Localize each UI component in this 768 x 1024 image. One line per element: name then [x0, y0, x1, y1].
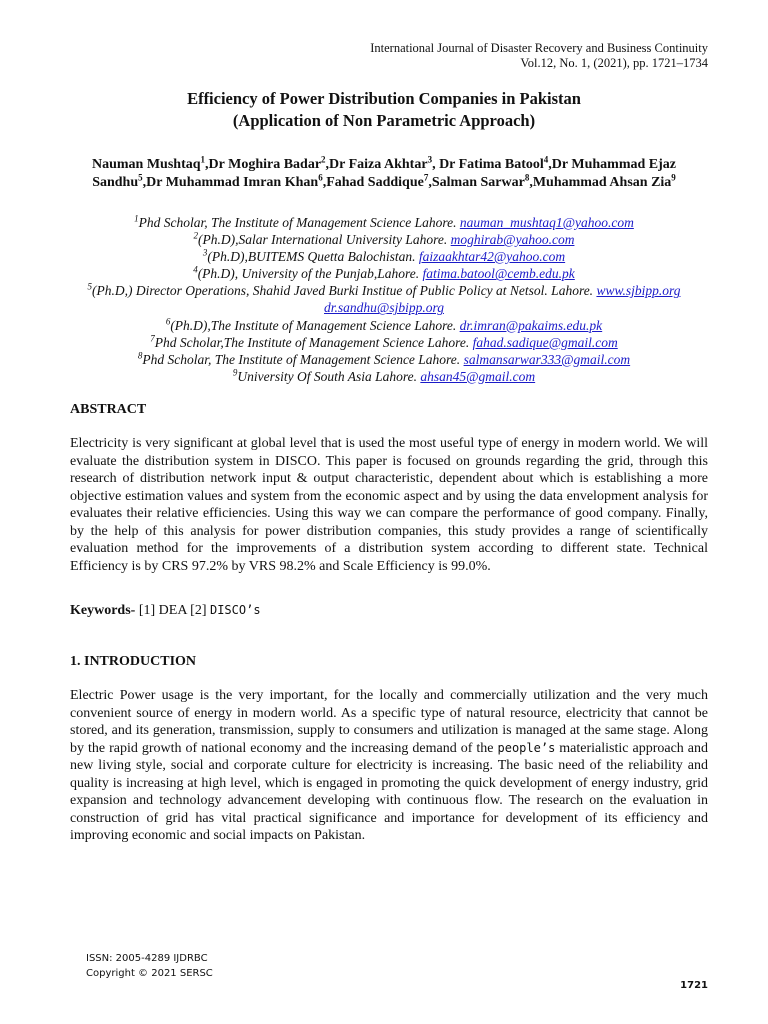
- keywords-value-mono: DISCO’s: [209, 603, 261, 617]
- author-separator: ,: [322, 175, 327, 190]
- author-sup: 7: [423, 172, 429, 183]
- keywords: [70, 603, 261, 619]
- author-name: Dr Moghira Badar: [208, 157, 322, 172]
- affiliation: [60, 334, 708, 351]
- email-link[interactable]: nauman_mushtaq1@yahoo.com: [459, 215, 634, 230]
- keywords-label: Keywords-: [70, 603, 136, 618]
- author-sup: 6: [318, 172, 323, 183]
- author-name: Dr Muhammad Imran Khan: [146, 175, 319, 190]
- keywords-value: [1] DEA [2]: [135, 603, 210, 618]
- email-link[interactable]: fatima.batool@cemb.edu.pk: [422, 266, 575, 282]
- title-line-2: (Application of Non Parametric Approach): [232, 111, 536, 130]
- author-sup: 9: [671, 172, 676, 183]
- affiliation-sup: 4: [193, 264, 198, 275]
- affiliation-text: (Ph.D), University of the Punjab,Lahore.: [197, 266, 423, 282]
- abstract-heading: ABSTRACT: [70, 402, 147, 417]
- affiliation-list: [60, 214, 708, 385]
- affiliation-text: (Ph.D,) Director Operations, Shahid Javed Burki Institue of Public Policy at Netsol. Lahore.: [92, 283, 597, 299]
- email-link[interactable]: www.sjbipp.org: [596, 283, 681, 299]
- footer: [86, 951, 213, 981]
- intro-text-mono: people’s: [497, 740, 556, 755]
- intro-text-1: Electric Power usage is the very important, for the locally and commercially utilization and the very much convenient source of energy in modern world. As a specific type of natural resource, electricity that cannot be stored, and its generation, transmission, supply to consumers and utilization is managed at the same stage. Along by the rapid growth of national economy and the increasing demand of the: [70, 688, 708, 756]
- email-link[interactable]: fahad.sadique@gmail.com: [472, 334, 618, 350]
- issn: ISSN: 2005-4289 IJDRBC: [86, 953, 208, 964]
- journal-name: International Journal of Disaster Recovery and Business Continuity: [370, 41, 708, 55]
- affiliation: [60, 248, 708, 265]
- author-list: [60, 156, 708, 192]
- author-separator: ,: [205, 157, 209, 172]
- introduction-heading: 1. INTRODUCTION: [70, 654, 197, 669]
- affiliation: [60, 282, 708, 316]
- author-sup: 5: [138, 172, 143, 183]
- affiliation-text: Phd Scholar,The Institute of Management Science Lahore.: [154, 334, 473, 350]
- author-name: Fahad Saddique: [326, 175, 424, 190]
- affiliation-text: Phd Scholar, The Institute of Management Science Lahore.: [142, 351, 464, 367]
- author-separator: ,: [142, 175, 147, 190]
- affiliation: [60, 265, 708, 282]
- copyright: Copyright © 2021 SERSC: [86, 968, 213, 979]
- author-separator: ,: [325, 157, 330, 172]
- author-name: Dr Muhammad Ejaz Sandhu: [92, 157, 676, 190]
- email-link[interactable]: dr.sandhu@sjbipp.org: [324, 300, 444, 316]
- affiliation-text: Phd Scholar, The Institute of Management Science Lahore.: [138, 215, 460, 230]
- email-link[interactable]: faizaakhtar42@yahoo.com: [418, 249, 566, 265]
- affiliation-sup: 5: [87, 281, 93, 292]
- author-name: Salman Sarwar: [431, 175, 525, 190]
- affiliation-text: University Of South Asia Lahore.: [237, 368, 421, 384]
- author-separator: ,: [432, 157, 440, 172]
- affiliation: [60, 317, 708, 334]
- author-separator: ,: [548, 157, 552, 172]
- affiliation-text: (Ph.D),BUITEMS Quetta Balochistan.: [207, 249, 419, 265]
- abstract-body: Electricity is very significant at global level that is used the most useful type of energy in modern world. We will evaluate the distribution system in DISCO. This paper is focused on grounds regarding the grid, through this research of distribution network input & output characteristic, dependent about which is establishing a more objective estimation values and system from the economic aspect and by using the data envelopment analysis for evaluates their relative efficiencies. Using this way we can compare the performance of good company. Finally, by the help of this analysis for power distribution companies, this study provides a range of scientifically evaluation method for the improvements of a distribution system according to different state. Technical Efficiency is by CRS 97.2% by VRS 98.2% and Scale Efficiency is 99.0%.: [70, 436, 708, 574]
- email-link[interactable]: moghirab@yahoo.com: [450, 232, 575, 248]
- paper-title: [0, 88, 768, 132]
- journal-header: [370, 41, 708, 71]
- email-link[interactable]: ahsan45@gmail.com: [420, 368, 536, 384]
- email-link[interactable]: salmansarwar333@gmail.com: [463, 351, 631, 367]
- affiliation: [60, 351, 708, 368]
- author-separator: ,: [428, 175, 432, 190]
- author-name: Nauman Mushtaq: [92, 157, 201, 172]
- affiliation: [60, 214, 708, 231]
- author-name: Dr Fatima Batool: [439, 157, 544, 172]
- author-sup: 3: [427, 154, 433, 165]
- intro-text-2: materialistic approach and new living style, social and corporate culture for electricity is increasing. The basic need of the reliability and quality is increasing at high level, which is engaged in promoting the quick development of energy industry, grid expansion and technology advancement developing with continuous flow. The research on the evaluation in construction of grid has vital practical significance and importance for development of its efficiency and improving economic and social impacts on Pakistan.: [70, 740, 708, 843]
- affiliation-sup: 3: [202, 247, 208, 258]
- author-sup: 1: [200, 154, 206, 165]
- author-sup: 2: [321, 154, 326, 165]
- affiliation-sup: 9: [232, 367, 238, 378]
- affiliation: [60, 368, 708, 385]
- affiliation-text: (Ph.D),The Institute of Management Science Lahore.: [170, 317, 460, 333]
- author-sup: 8: [524, 172, 530, 183]
- affiliation-text: (Ph.D),Salar International University Lahore.: [198, 232, 451, 248]
- affiliation-sup: 2: [193, 230, 199, 241]
- author-name: Muhammad Ahsan Zia: [532, 175, 672, 190]
- author-name: Dr Faiza Akhtar: [329, 157, 428, 172]
- journal-volume: Vol.12, No. 1, (2021), pp. 1721–1734: [520, 56, 708, 70]
- page-number: 1721: [680, 980, 708, 991]
- introduction-body: [70, 687, 708, 845]
- author-separator: ,: [529, 175, 533, 190]
- affiliation-sup: 8: [137, 350, 143, 361]
- affiliation-sup: 7: [150, 333, 155, 344]
- email-link[interactable]: dr.imran@pakaims.edu.pk: [459, 317, 603, 333]
- title-line-1: Efficiency of Power Distribution Companies in Pakistan: [187, 89, 581, 108]
- affiliation: [60, 231, 708, 248]
- author-sup: 4: [543, 154, 549, 165]
- affiliation-sup: 6: [165, 316, 171, 327]
- affiliation-sup: 1: [134, 213, 139, 224]
